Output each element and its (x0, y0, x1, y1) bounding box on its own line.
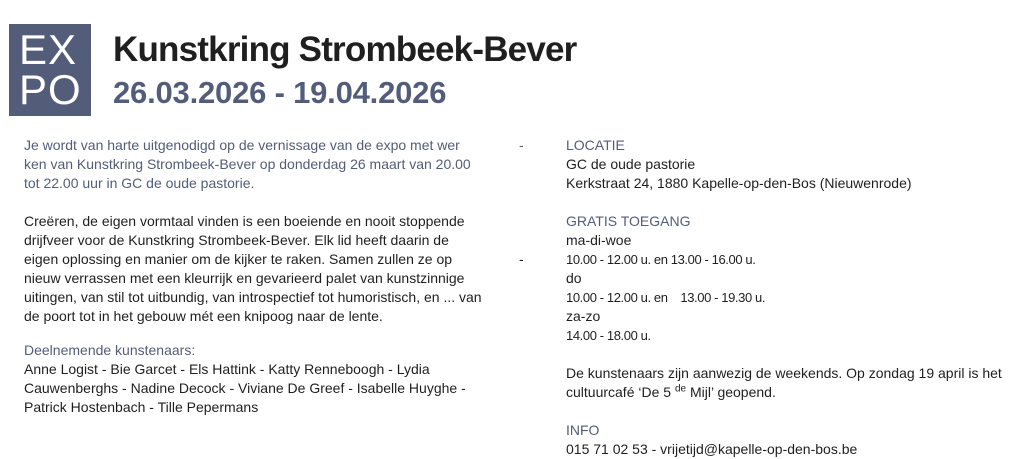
schedule-days: za-zo (566, 308, 601, 324)
body-line: eigen oplossing en manier om de kijker te raken. Samen zullen ze op (24, 251, 453, 267)
intro-line: ken van Kunstkring Strombeek-Bever op donderdag 26 maart van 20.00 (24, 156, 471, 172)
expo-dates: 26.03.2026 - 19.04.2026 (113, 75, 447, 110)
body-line: uitingen, van stil tot uitbundig, van introspectief tot humoristisch, en ... van (24, 289, 482, 305)
location-heading: LOCATIE (566, 137, 625, 153)
intro-line: Je wordt van harte uitgenodigd op de vernissage van de expo met wer (24, 137, 460, 153)
schedule-hours: 14.00 - 18.00 u. (566, 328, 651, 343)
body-line: de poort tot in het gebouw mét een knipoog naar de lente. (24, 308, 383, 324)
body-line: drijfveer voor de Kunstkring Strombeek-Bever. Elk lid heeft daarin de (24, 232, 449, 248)
body-line: Creëren, de eigen vormtaal vinden is een boeiende en nooit stoppende (24, 213, 465, 229)
badge-line-1: EX (19, 26, 78, 73)
info-heading: INFO (566, 422, 600, 438)
location-address: Kerkstraat 24, 1880 Kapelle-op-den-Bos (Nieuwenrode) (566, 175, 912, 191)
body-line: nieuw verrassen met een kleurrijk en gevarieerd palet van kunstzinnige (24, 270, 465, 286)
info-contact: 015 71 02 53 - vrijetijd@kapelle-op-den-bos.be (566, 441, 858, 457)
ordinal-suffix: de (674, 383, 687, 395)
body-paragraph (24, 212, 524, 326)
artists-heading: Deelnemende kunstenaars: (24, 342, 196, 358)
expo-badge (9, 24, 91, 116)
left-column (24, 136, 524, 417)
artists-line: Patrick Hostenbach - Tille Pepermans (24, 399, 259, 415)
artists-line: Anne Logist - Bie Garcet - Els Hattink - Katty Renneboogh - Lydia (24, 361, 430, 377)
location-name: GC de oude pastorie (566, 156, 696, 172)
artists-line: Cauwenberghs - Nadine Decock - Viviane De Greef - Isabelle Huyghe - (24, 380, 466, 396)
schedule-hours: 10.00 - 12.00 u. en 13.00 - 19.30 u. (566, 290, 766, 305)
schedule-hours: 10.00 - 12.00 u. en 13.00 - 16.00 u. (566, 252, 756, 267)
hyphenation-mark: - (519, 137, 524, 153)
badge-line-2: PO (19, 66, 82, 113)
right-column (566, 136, 1016, 459)
weekend-note-cont: cultuurcafé ‘De 5 $^{de}$ Mijl’ geopend. (566, 383, 776, 400)
page-title: Kunstkring Strombeek-Bever (113, 30, 577, 69)
schedule-days: do (566, 270, 582, 286)
intro-line: tot 22.00 uur in GC de oude pastorie. (24, 175, 255, 191)
hyphenation-mark: - (519, 251, 524, 267)
schedule-days: ma-di-woe (566, 232, 632, 248)
weekend-note: De kunstenaars zijn aanwezig de weekends. Op zondag 19 april is het (566, 365, 1002, 381)
access-heading: GRATIS TOEGANG (566, 213, 691, 229)
intro-paragraph (24, 136, 524, 193)
